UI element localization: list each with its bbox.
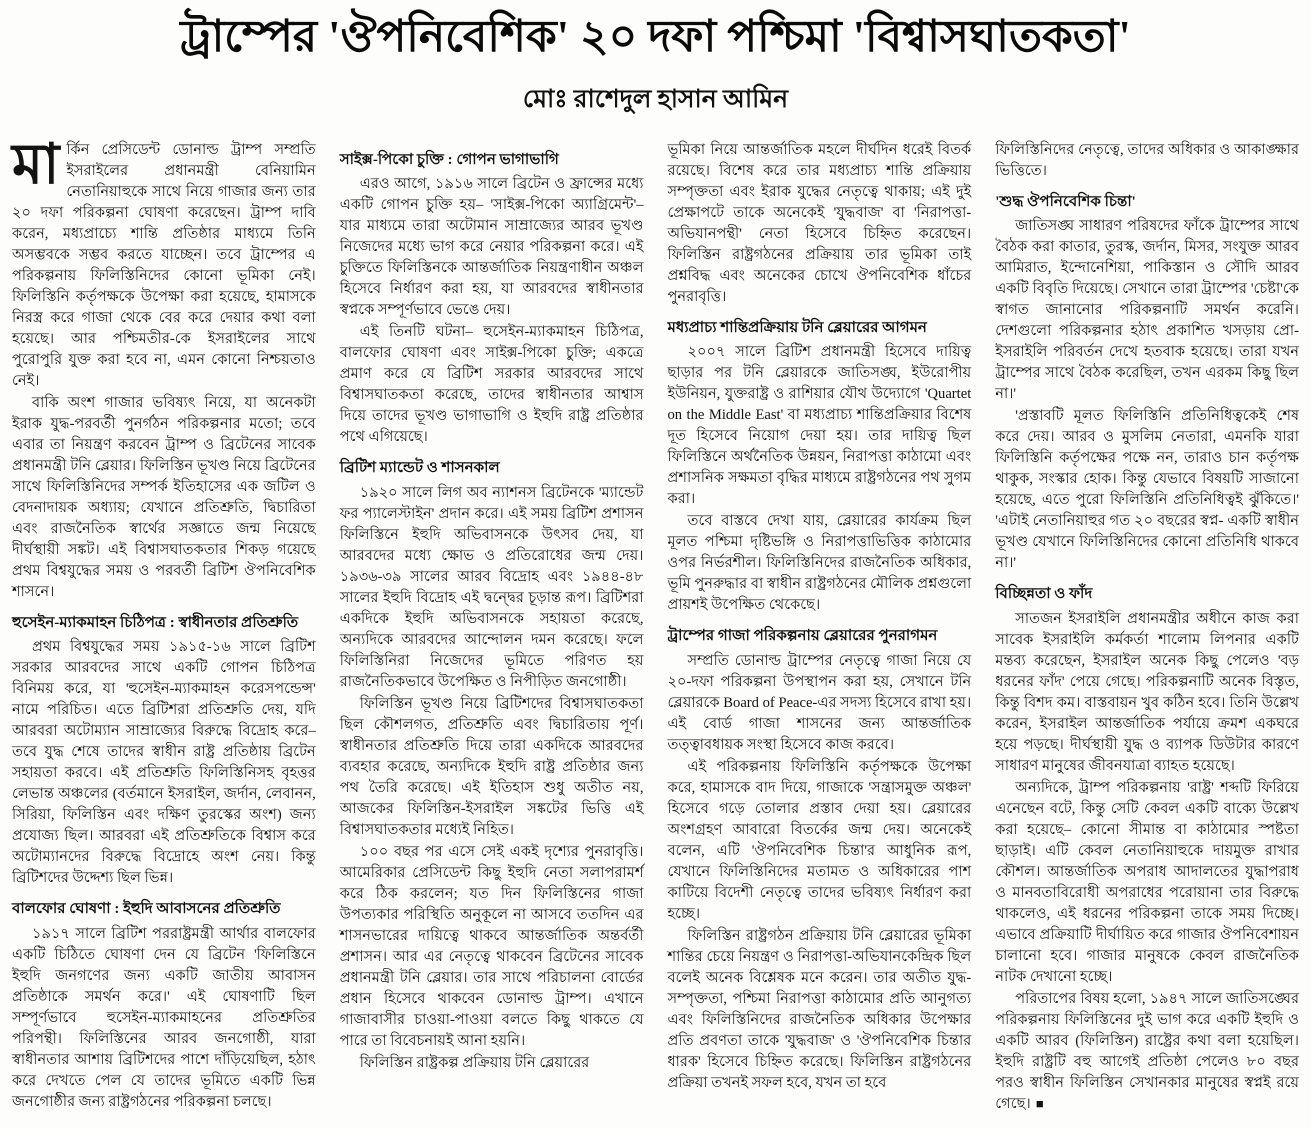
article-paragraph: ফিলিস্তিন রাষ্ট্রগঠন প্রক্রিয়ায় টনি ব্লেয়ারের ভূমিকা শান্তির চেয়ে নিয়ন্ত্রণ ও নিরাপত্তা-অভিযানকেন্দ্রিক ছিল বলেই অনেক বিশ্লেষক মনে করেন। তার অতীত যুদ্ধ-সম্পৃক্ততা, পশ্চিমা নিরাপত্তা কাঠামোর প্রতি আনুগত্য এবং ফিলিস্তিনিদের রাজনৈতিক অধিকার উপেক্ষার প্রতি প্রবণতা তাকে 'যুদ্ধবাজ' ও 'ঔপনিবেশিক চিন্তার ধারক' হিসেবে চিহ্নিত করেছে। ফিলিস্তিন রাষ্ট্রগঠনের প্রক্রিয়া তখনই সফল হবে, যখন তা হবে — [667, 927, 972, 1091]
section-subhead: ব্রিটিশ ম্যান্ডেট ও শাসনকাল — [339, 460, 500, 477]
section-subhead: বালফোর ঘোষণা : ইহুদি আবাসনের প্রতিশ্রুতি — [12, 901, 281, 918]
article-headline: ট্রাম্পের 'ঔপনিবেশিক' ২০ দফা পশ্চিমা 'বিশ্বাসঘাতকতা' — [180, 12, 1131, 61]
article-paragraph: এই তিনটি ঘটনা– হুসেইন-ম্যাকমাহন চিঠিপত্র, বালফোর ঘোষণা এবং সাইক্স-পিকো চুক্তি; একত্রে প্রমাণ করে যে ব্রিটিশ সরকার আরবদের সাথে বিশ্বাসঘাতকতা করেছে, তাদের স্বাধীনতার আশ্বাস দিয়ে তাদের ভূখণ্ড ভাগাভাগি ও ইহুদি রাষ্ট্র প্রতিষ্ঠার পথে এগিয়েছে। — [339, 324, 644, 446]
article-paragraph: পরিতাপের বিষয় হলো, ১৯৪৭ সালে জাতিসঙ্ঘের পরিকল্পনায় ফিলিস্তিনের দুই ভাগ করে একটি ইহুদি ও একটি আরব (ফিলিস্তিন) রাষ্ট্রের কথা বলা হয়েছিল। ইহুদি রাষ্ট্রটি বহু আগেই প্রতিষ্ঠা পেলেও ৮০ বছর পরও স্বাধীন ফিলিস্তিন সেখানকার মানুষের স্বপ্নই রয়ে গেছে। ■ — [995, 990, 1299, 1112]
article-paragraph: মার্কিন প্রেসিডেন্ট ডোনাল্ড ট্রাম্প সম্প্রতি ইসরাইলের প্রধানমন্ত্রী বেনিয়ামিন নেতানিয়াহুকে সাথে নিয়ে গাজার জন্য তার ২০ দফা পরিকল্পনা ঘোষণা করেছেন। ট্রাম্প দাবি করেন, মধ্যপ্রাচ্যে শান্তি প্রতিষ্ঠার মাধ্যমে তিনি অসম্ভবকে সম্ভব করতে যাচ্ছেন। তবে ট্রাম্পের এ পরিকল্পনায় ফিলিস্তিনিদের কোনো ভূমিকা নেই। ফিলিস্তিনি কর্তৃপক্ষকে উপেক্ষা করা হয়েছে, হামাসকে নিরস্ত্র করে গাজা থেকে বের করে দেয়ার কথা বলা হয়েছে। আর পশ্চিমতীর-কে ইসরাইলের সাথে পুরোপুরি যুক্ত করা হবে না, এমন কোনো নিশ্চয়তাও নেই। — [12, 133, 316, 389]
article-paragraph: ফিলিস্তিন ভূখণ্ড নিয়ে ব্রিটিশদের বিশ্বাসঘাতকতা ছিল কৌশলগত, প্রতিশ্রুতি এবং দ্বিচারিতায় পূর্ণ। স্বাধীনতার প্রতিশ্রুতি দিয়ে তারা একদিকে আরবদের ব্যবহার করেছে, অন্যদিকে ইহুদি রাষ্ট্র প্রতিষ্ঠার জন্য পথ তৈরি করেছে। এই ইতিহাস শুধু অতীত নয়, আজকের ফিলিস্তিন-ইসরাইল সঙ্কটের ভিত্তি এই বিশ্বাসঘাতকতার মধ্যেই নিহিত। — [339, 695, 644, 838]
article-column-2 — [340, 140, 644, 1074]
article-columns — [12, 133, 1299, 1115]
article-paragraph: ফিলিস্তিনিদের নেতৃত্বে, তাদের অধিকার ও আকাঙ্ক্ষার ভিত্তিতে। — [995, 141, 1299, 179]
article-paragraph: ১৯২০ সালে লিগ অব ন্যাশনস ব্রিটেনকে 'ম্যান্ডেট ফর প্যালেস্টাইন' প্রদান করে। এই সময় ব্রিটিশ প্রশাসন ফিলিস্তিনে ইহুদি অভিবাসনকে উৎসব দেয়, যা আরবদের মধ্যে ক্ষোভ ও প্রতিরোধের জন্ম দেয়। ১৯৩৬-৩৯ সালের আরব বিদ্রোহ এবং ১৯৪৪-৪৮ সালের ইহুদি বিদ্রোহ এই দ্বন্দ্বের চূড়ান্ত রূপ। ব্রিটিশরা একদিকে ইহুদি অভিবাসনকে সহায়তা করেছে, অন্যদিকে আরবদের আন্দোলন দমন করেছে। ফলে ফিলিস্তিনিরা নিজেদের ভূমিতে পরিণত হয় রাজনৈতিকভাবে উপেক্ষিত ও নিপীড়িত জনগোষ্ঠী। — [339, 484, 644, 690]
article-end-mark: ■ — [1030, 1095, 1046, 1111]
article-paragraph: ভূমিকা নিয়ে আন্তর্জাতিক মহলে দীর্ঘদিন ধরেই বিতর্ক রয়েছে। বিশেষ করে তার মধ্যপ্রাচ্য শান্তি প্রক্রিয়ায় সম্পৃক্ততা এবং ইরাক যুদ্ধের নেতৃত্বে থাকায়; এই দুই প্রেক্ষাপটে তাকে অনেকেই 'যুদ্ধবাজ' বা 'নিরাপত্তা-অভিযানপন্থী' নেতা হিসেবে চিহ্নিত করেছেন। ফিলিস্তিন রাষ্ট্রগঠনের প্রক্রিয়ায় তার ভূমিকা তাই প্রশ্নবিদ্ধ এবং অনেকের চোখে ঔপনিবেশিক ধাঁচের পুনরাবৃত্তি। — [667, 141, 972, 305]
article-paragraph: বাকি অংশ গাজার ভবিষ্যৎ নিয়ে, যা অনেকটা ইরাক যুদ্ধ-পরবর্তী পুনর্গঠন পরিকল্পনার মতো; তবে এবার তা নিয়ন্ত্রণ করবেন ট্রাম্প ও ব্রিটেনের সাবেক প্রধানমন্ত্রী টনি ব্লেয়ার। ফিলিস্তিন ভূখণ্ড নিয়ে ব্রিটেনের সাথে ফিলিস্তিনিদের সম্পর্ক ইতিহাসের এক জটিল ও বেদনাদায়ক অধ্যায়; যেখানে প্রতিশ্রুতি, দ্বিচারিতা এবং রাজনৈতিক স্বার্থের সজ্ঞাতে জন্ম নিয়েছে দীর্ঘস্থায়ী সঙ্কট। এই বিশ্বাসঘাতকতার শিকড় গয়েছে প্রথম বিশ্বযুদ্ধের সময় ও পরবর্তী ব্রিটিশ ঔপনিবেশিক শাসনে। — [12, 394, 316, 600]
drop-cap: মা — [12, 133, 60, 196]
article-paragraph: 'প্রস্তাবটি মূলত ফিলিস্তিনি প্রতিনিধিত্বকেই শেষ করে দেয়। আরব ও মুসলিম নেতারা, এমনকি যারা ফিলিস্তিনি কর্তৃপক্ষের পক্ষে নন, তারাও চান কর্তৃপক্ষ থাকুক, সংস্কার হোক। কিন্তু যেভাবে বিষয়টি সাজানো হয়েছে, এতে পুরো ফিলিস্তিনি প্রতিনিধিত্বই ঝুঁকিতে।' 'এটাই নেতানিয়াহুর গত ২০ বছরের স্বপ্ন- একটি স্বাধীন ভূখণ্ড যেখানে ফিলিস্তিনিদের কোনো প্রতিনিধি থাকবে না।' — [995, 408, 1299, 572]
article-paragraph: অন্যদিকে, ট্রাম্প পরিকল্পনায় 'রাষ্ট্র' শব্দটি ফিরিয়ে এনেছেন বটে, কিন্তু সেটি কেবল একটি বাক্যে উল্লেখ করা হয়েছে– কোনো সীমান্ত বা কাঠামোর স্পষ্টতা ছাড়াই। এটি কেবল নেতানিয়াহুকে দায়মুক্ত রাখার কৌশল। আন্তর্জাতিক অপরাধ আদালতের যুদ্ধাপরাধ ও মানবতাবিরোধী অপরাধের পরোয়ানা তার বিরুদ্ধে থাকলেও, এই ধরনের পরিকল্পনা তাকে সময় দিচ্ছে। এভাবে প্রক্রিয়াটি দীর্ঘায়িত করে গাজার ঔপনিবেশায়ন চালানো হবে। গাজার মানুষকে কেবল রাজনৈতিক নাটক দেখানো হচ্ছে। — [995, 779, 1299, 985]
section-subhead: মধ্যপ্রাচ্য শান্তিপ্রক্রিয়ায় টনি ব্লেয়ারের আগমন — [667, 319, 927, 336]
article-paragraph: ফিলিস্তিন রাষ্ট্রকল্প প্রক্রিয়ায় টনি ব্লেয়ারের — [359, 1054, 590, 1071]
article-paragraph: সাতজন ইসরাইলি প্রধানমন্ত্রীর অধীনে কাজ করা সাবেক ইসরাইলি কর্মকর্তা শালোম লিপনার একটি মন্তব্য করেছেন, ইসরাইল অনেক কিছু পেলেও 'বড় ধরনের ফাঁদ' পেয়ে গেছে। পরিকল্পনাটি অনেক বিস্তৃত, কিন্তু বিশদ কম। বাস্তবায়ন খুব কঠিন হবে। তিনি উল্লেখ করেন, ইসরাইল আন্তর্জাতিক পর্যায়ে ক্রমশ একঘরে হয়ে পড়ছে। দীর্ঘস্থায়ী যুদ্ধ ও ব্যাপক ডিউটার কারণে সাধারণ মানুষের জীবনযাত্রা ব্যাহত হয়েছে। — [995, 610, 1299, 774]
article-paragraph: ১০০ বছর পর এসে সেই একই দৃশ্যের পুনরাবৃত্তি। আমেরিকার প্রেসিডেন্ট কিছু ইহুদি নেতা সলাপরামর্শ করে ঠিক করলেন; যত দিন ফিলিস্তিনের গাজা উপত্যকার পরিস্থিতি অনুকূলে না আসবে ততদিন এর শাসনভারের দায়িত্বে থাকবে আন্তর্জাতিক অন্তর্বর্তী প্রশাসন। আর এর নেতৃত্বে থাকবেন ব্রিটেনের সাবেক প্রধানমন্ত্রী টনি ব্লেয়ার। তার সাথে পরিচালনা বোর্ডের প্রধান হিসেবে থাকবেন ডোনাল্ড ট্রাম্প। এখানে গাজাবাসীর চাওয়া-পাওয়া বলতে কিছু থাকতে যে পারে তা বিবেচনায়ই আনা হয়নি। — [339, 843, 644, 1049]
article-paragraph: তবে বাস্তবে দেখা যায়, ব্লেয়ারের কার্যক্রম ছিল মূলত পশ্চিমা দৃষ্টিভঙ্গি ও নিরাপত্তাভিত্তিক কাঠামোর ওপর নির্ভরশীল। ফিলিস্তিনিদের রাজনৈতিক অধিকার, ভূমি পুনরুদ্ধার বা স্বাধীন রাষ্ট্রগঠনের মৌলিক প্রশ্নগুলো প্রায়শই উপেক্ষিত থেকেছে। — [667, 513, 972, 614]
section-subhead: 'শুদ্ধ ঔপনিবেশিক চিন্তা' — [995, 193, 1136, 210]
article-byline: মোঃ রাশেদুল হাসান আমিন — [522, 85, 789, 113]
section-subhead: সাইক্স-পিকো চুক্তি : গোপন ভাগাভাগি — [339, 151, 559, 168]
article-paragraph: ২০০৭ সালে ব্রিটিশ প্রধানমন্ত্রী হিসেবে দায়িত্ব ছাড়ার পর টনি ব্লেয়ারকে জাতিসঙ্ঘ, ইউরোপীয় ইউনিয়ন, যুক্তরাষ্ট্র ও রাশিয়ার যৌথ উদ্যোগে 'Quartet on the Middle East' বা মধ্যপ্রাচ্য শান্তিপ্রক্রিয়ার বিশেষ দূত হিসেবে নিয়োগ দেয়া হয়। তার দায়িত্ব ছিল ফিলিস্তিনে অর্থনৈতিক উন্নয়ন, নিরাপত্তা কাঠামো এবং প্রশাসনিক সক্ষমতা বৃদ্ধির মাধ্যমে রাষ্ট্রগঠনের পথ সুগম করা। — [667, 344, 972, 508]
article-column-3 — [668, 140, 972, 1094]
article-column-1 — [12, 133, 316, 1113]
article-column-4 — [995, 140, 1299, 1115]
article-paragraph: ১৯১৭ সালে ব্রিটিশ পররাষ্ট্রমন্ত্রী আর্থার বালফোর একটি চিঠিতে ঘোষণা দেন যে ব্রিটেন 'ফিলিস্তিনে ইহুদি জনগণের জন্য একটি জাতীয় আবাসন প্রতিষ্ঠাকে সমর্থন করে।' এই ঘোষণাটি ছিল সম্পূর্ণভাবে হুসেইন-ম্যাকমাহনের প্রতিশ্রুতির পরিপন্থী। ফিলিস্তিনের আরব জনগোষ্ঠী, যারা স্বাধীনতার আশায় ব্রিটিশদের পাশে দাঁড়িয়েছিল, হঠাৎ করে দেখতে পেল যে তাদের ভূমিতে একটি ভিন্ন জনগোষ্ঠীর জন্য রাষ্ট্রগঠনের পরিকল্পনা চলছে। — [12, 925, 316, 1110]
article-paragraph: জাতিসঙ্ঘ সাধারণ পরিষদের ফাঁকে ট্রাম্পের সাথে বৈঠক করা কাতার, তুরস্ক, জর্দান, মিসর, সংযুক্ত আরব আমিরাত, ইন্দোনেশিয়া, পাকিস্তান ও সৌদি আরব একটি বিবৃতি দিয়েছে। সেখানে তারা ট্রাম্পের 'চেষ্টা'কে স্বাগত জানানোর পরিকল্পনাটি সমর্থন করেনি। দেশগুলো পরিকল্পনার হঠাৎ প্রকাশিত খসড়ায় প্রো-ইসরাইলি পরিবর্তন দেখে হতবাক হয়েছে। তারা যখন ট্রাম্পের সাথে বৈঠক করেছিল, তখন এরকম কিছু ছিল না।' — [995, 218, 1299, 403]
section-subhead: ট্রাম্পের গাজা পরিকল্পনায় ব্লেয়ারের পুনরাগমন — [667, 628, 938, 645]
section-subhead: বিচ্ছিন্নতা ও ফাঁদ — [995, 586, 1093, 603]
article-paragraph: সম্প্রতি ডোনাল্ড ট্রাম্পের নেতৃত্বে গাজা নিয়ে যে ২০-দফা পরিকল্পনা উপস্থাপন করা হয়, সেখানে টনি ব্লেয়ারকে Board of Peace-এর সদস্য হিসেবে রাখা হয়। এই বোর্ড গাজা শাসনের জন্য আন্তর্জাতিক তত্ত্বাবধায়ক সংস্থা হিসেবে কাজ করবে। — [667, 652, 972, 753]
article-paragraph: এরও আগে, ১৯১৬ সালে ব্রিটেন ও ফ্রান্সের মধ্যে একটি গোপন চুক্তি হয়– 'সাইক্স-পিকো অ্যাগ্রিমেন্ট'– যার মাধ্যমে তারা অটোমান সাম্রাজ্যের আরব ভূখণ্ড নিজেদের মধ্যে ভাগ করে নেয়ার পরিকল্পনা করে। এই চুক্তিতে ফিলিস্তিনকে আন্তর্জাতিক নিয়ন্ত্রণাধীন অঞ্চল হিসেবে নির্ধারণ করা হয়, যা আরবদের স্বাধীনতার স্বপ্নকে সম্পূর্ণভাবে ভেঙে দেয়। — [339, 176, 644, 319]
article-paragraph: প্রথম বিশ্বযুদ্ধের সময় ১৯১৫-১৬ সালে ব্রিটিশ সরকার আরবদের সাথে একটি গোপন চিঠিপত্র বিনিময় করে, যা 'হুসেইন-ম্যাকমাহন করেসপন্ডেন্স' নামে পরিচিত। এতে ব্রিটিশরা প্রতিশ্রুতি দেয়, যদি আরবরা অটোম্যান সাম্রাজ্যের বিরুদ্ধে বিদ্রোহ করে– তবে যুদ্ধ শেষে তাদের স্বাধীন রাষ্ট্র প্রতিষ্ঠায় ব্রিটেন সহায়তা করবে। এই প্রতিশ্রুতি ফিলিস্তিনিসহ বৃহত্তর লেভান্ত অঞ্চলের (বর্তমানে ইসরাইল, জর্দান, লেবানন, সিরিয়া, ফিলিস্তিন এবং দক্ষিণ তুরস্কের অংশ) জন্য প্রযোজ্য ছিল। আরবরা এই প্রতিশ্রুতিকে বিশ্বাস করে অটোম্যানদের বিরুদ্ধে বিদ্রোহে অংশ নেয়। কিন্তু ব্রিটিশদের উদ্দেশ্য ছিল ভিন্ন। — [12, 639, 316, 887]
section-subhead: হুসেইন-ম্যাকমাহন চিঠিপত্র : স্বাধীনতার প্রতিশ্রুতি — [12, 614, 299, 631]
article-paragraph: এই পরিকল্পনায় ফিলিস্তিনি কর্তৃপক্ষকে উপেক্ষা করে, হামাসকে বাদ দিয়ে, গাজাকে 'সন্ত্রাসমুক্ত অঞ্চল' হিসেবে গড়ে তোলার প্রস্তাব দেয়া হয়। ব্লেয়ারের অংশগ্রহণ আবারো বিতর্কের জন্ম দেয়। অনেকেই বলেন, এটি 'ঔপনিবেশিক চিন্তা'র আধুনিক রূপ, যেখানে ফিলিস্তিনিদের মতামত ও অধিকারের পাশ কাটিয়ে বিদেশী নেতৃত্বে তাদের ভবিষ্যৎ নির্ধারণ করা হচ্ছে। — [667, 758, 972, 922]
